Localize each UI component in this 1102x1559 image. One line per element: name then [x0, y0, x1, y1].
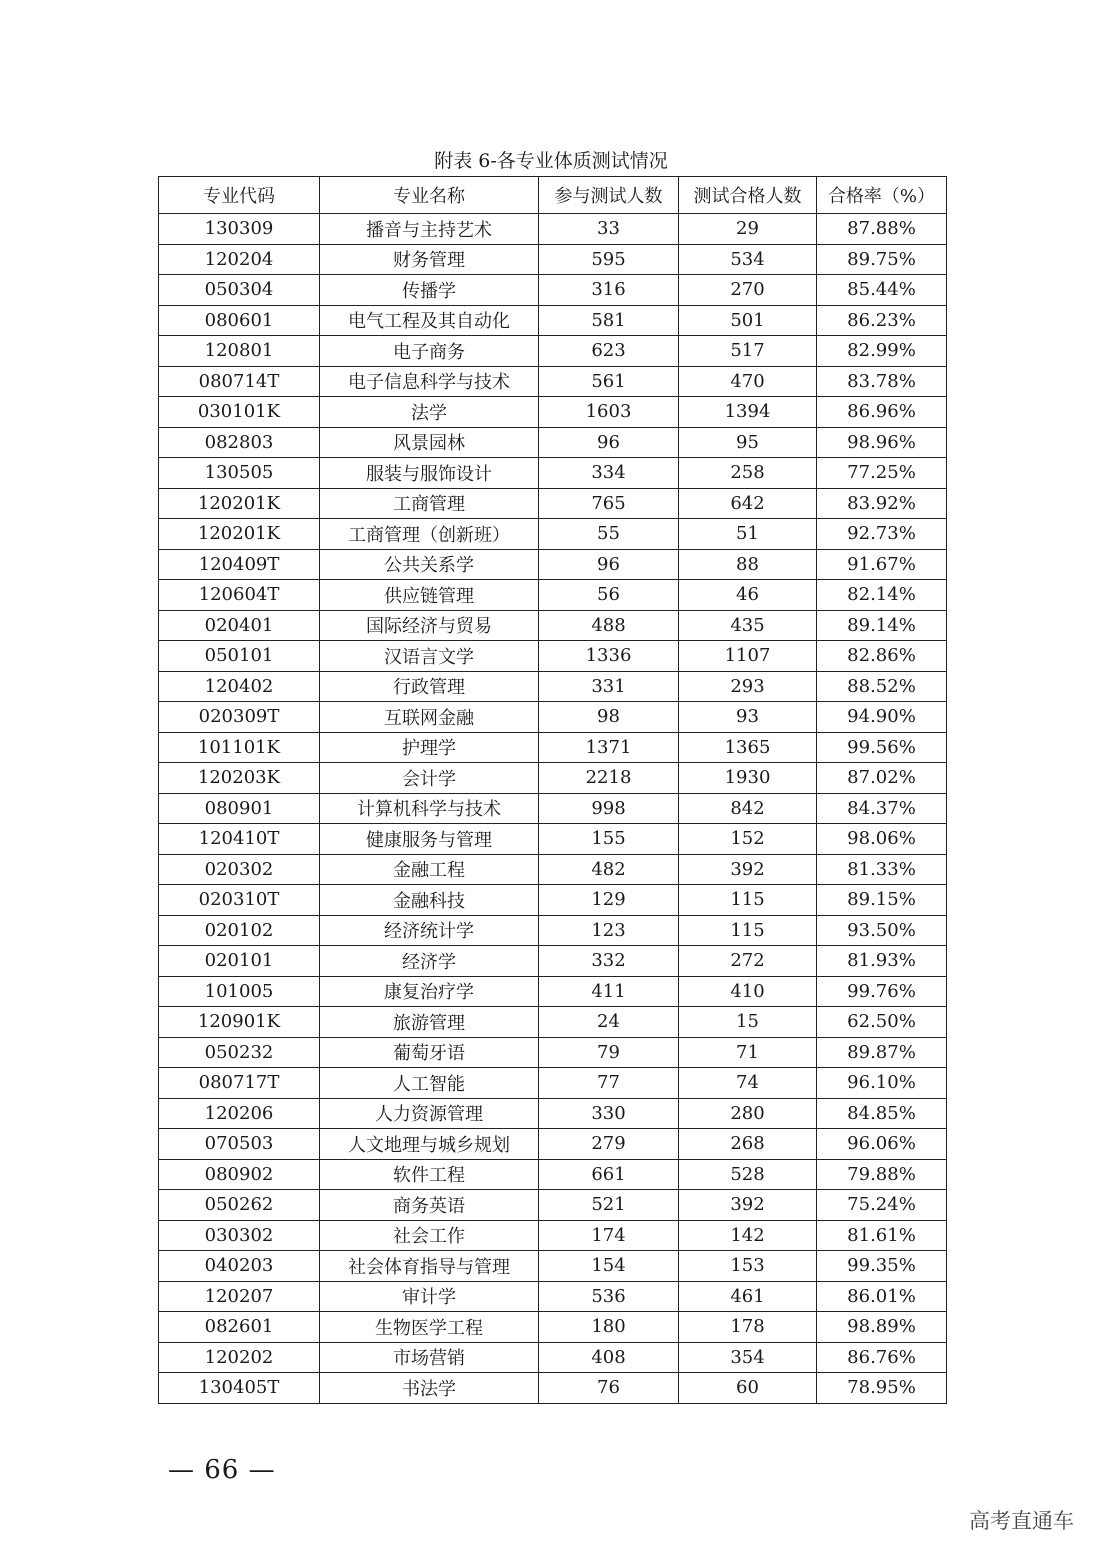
cell-passed: 71: [679, 1037, 817, 1068]
cell-major-name: 传播学: [320, 275, 539, 306]
cell-pass-rate: 89.75%: [817, 244, 947, 275]
cell-passed: 1365: [679, 732, 817, 763]
table-row: [159, 366, 947, 397]
table-row: [159, 275, 947, 306]
cell-major-code: 120206: [159, 1098, 320, 1129]
cell-major-name: 康复治疗学: [320, 976, 539, 1007]
table-row: [159, 549, 947, 580]
cell-passed: 178: [679, 1312, 817, 1343]
cell-passed: 142: [679, 1220, 817, 1251]
cell-major-name: 风景园林: [320, 427, 539, 458]
table-row: [159, 1373, 947, 1404]
cell-pass-rate: 92.73%: [817, 519, 947, 550]
cell-participants: 332: [539, 946, 679, 977]
cell-major-name: 护理学: [320, 732, 539, 763]
cell-major-name: 人力资源管理: [320, 1098, 539, 1129]
cell-major-code: 080601: [159, 305, 320, 336]
cell-pass-rate: 86.01%: [817, 1281, 947, 1312]
cell-participants: 1371: [539, 732, 679, 763]
cell-participants: 24: [539, 1007, 679, 1038]
cell-major-code: 020102: [159, 915, 320, 946]
table-row: [159, 1098, 947, 1129]
table-row: [159, 671, 947, 702]
table-row: [159, 793, 947, 824]
cell-pass-rate: 86.76%: [817, 1342, 947, 1373]
cell-major-code: 082803: [159, 427, 320, 458]
cell-major-code: 040203: [159, 1251, 320, 1282]
cell-participants: 180: [539, 1312, 679, 1343]
cell-pass-rate: 83.78%: [817, 366, 947, 397]
cell-major-code: 120409T: [159, 549, 320, 580]
cell-passed: 528: [679, 1159, 817, 1190]
cell-passed: 410: [679, 976, 817, 1007]
cell-major-name: 金融科技: [320, 885, 539, 916]
cell-major-name: 播音与主持艺术: [320, 214, 539, 245]
cell-pass-rate: 89.15%: [817, 885, 947, 916]
cell-major-name: 旅游管理: [320, 1007, 539, 1038]
cell-pass-rate: 77.25%: [817, 458, 947, 489]
cell-passed: 29: [679, 214, 817, 245]
cell-passed: 15: [679, 1007, 817, 1038]
cell-major-code: 120410T: [159, 824, 320, 855]
cell-passed: 435: [679, 610, 817, 641]
cell-major-code: 120901K: [159, 1007, 320, 1038]
cell-passed: 51: [679, 519, 817, 550]
cell-pass-rate: 81.61%: [817, 1220, 947, 1251]
cell-participants: 2218: [539, 763, 679, 794]
table-row: [159, 1251, 947, 1282]
table-row: [159, 946, 947, 977]
table-row: [159, 976, 947, 1007]
cell-pass-rate: 87.02%: [817, 763, 947, 794]
table-row: [159, 1190, 947, 1221]
cell-passed: 60: [679, 1373, 817, 1404]
cell-major-code: 120402: [159, 671, 320, 702]
page-number: — 66 —: [168, 1455, 276, 1485]
cell-participants: 33: [539, 214, 679, 245]
cell-pass-rate: 98.06%: [817, 824, 947, 855]
cell-major-code: 120201K: [159, 488, 320, 519]
cell-participants: 408: [539, 1342, 679, 1373]
table-row: [159, 397, 947, 428]
cell-pass-rate: 62.50%: [817, 1007, 947, 1038]
cell-major-code: 030101K: [159, 397, 320, 428]
cell-major-name: 行政管理: [320, 671, 539, 702]
cell-participants: 155: [539, 824, 679, 855]
cell-major-name: 经济统计学: [320, 915, 539, 946]
cell-participants: 154: [539, 1251, 679, 1282]
cell-major-code: 070503: [159, 1129, 320, 1160]
cell-passed: 115: [679, 915, 817, 946]
cell-pass-rate: 99.76%: [817, 976, 947, 1007]
cell-passed: 258: [679, 458, 817, 489]
cell-passed: 152: [679, 824, 817, 855]
table-row: [159, 488, 947, 519]
cell-pass-rate: 96.10%: [817, 1068, 947, 1099]
table-row: [159, 336, 947, 367]
cell-passed: 268: [679, 1129, 817, 1160]
cell-pass-rate: 82.86%: [817, 641, 947, 672]
cell-passed: 272: [679, 946, 817, 977]
cell-pass-rate: 91.67%: [817, 549, 947, 580]
cell-major-name: 供应链管理: [320, 580, 539, 611]
table-row: [159, 1007, 947, 1038]
header-major-code: 专业代码: [159, 177, 320, 214]
table-row: [159, 702, 947, 733]
cell-major-code: 082601: [159, 1312, 320, 1343]
cell-major-code: 080901: [159, 793, 320, 824]
cell-passed: 46: [679, 580, 817, 611]
cell-major-code: 050262: [159, 1190, 320, 1221]
cell-passed: 115: [679, 885, 817, 916]
cell-participants: 1603: [539, 397, 679, 428]
cell-pass-rate: 86.23%: [817, 305, 947, 336]
table-row: [159, 1281, 947, 1312]
header-major-name: 专业名称: [320, 177, 539, 214]
cell-major-name: 市场营销: [320, 1342, 539, 1373]
cell-participants: 765: [539, 488, 679, 519]
watermark: 高考直通车: [969, 1509, 1074, 1533]
cell-pass-rate: 86.96%: [817, 397, 947, 428]
cell-major-name: 审计学: [320, 1281, 539, 1312]
table-row: [159, 1037, 947, 1068]
table-row: [159, 580, 947, 611]
table-row: [159, 1068, 947, 1099]
cell-passed: 501: [679, 305, 817, 336]
cell-participants: 279: [539, 1129, 679, 1160]
cell-pass-rate: 84.37%: [817, 793, 947, 824]
cell-pass-rate: 81.93%: [817, 946, 947, 977]
cell-participants: 623: [539, 336, 679, 367]
cell-passed: 517: [679, 336, 817, 367]
cell-participants: 96: [539, 427, 679, 458]
header-passed: 测试合格人数: [679, 177, 817, 214]
cell-pass-rate: 84.85%: [817, 1098, 947, 1129]
cell-participants: 595: [539, 244, 679, 275]
cell-major-name: 会计学: [320, 763, 539, 794]
cell-major-name: 金融工程: [320, 854, 539, 885]
cell-pass-rate: 94.90%: [817, 702, 947, 733]
cell-pass-rate: 96.06%: [817, 1129, 947, 1160]
table-row: [159, 427, 947, 458]
cell-pass-rate: 99.35%: [817, 1251, 947, 1282]
table-row: [159, 1129, 947, 1160]
cell-participants: 536: [539, 1281, 679, 1312]
cell-major-code: 130405T: [159, 1373, 320, 1404]
cell-participants: 581: [539, 305, 679, 336]
cell-participants: 482: [539, 854, 679, 885]
cell-participants: 561: [539, 366, 679, 397]
table-row: [159, 1159, 947, 1190]
cell-major-name: 财务管理: [320, 244, 539, 275]
table-row: [159, 854, 947, 885]
cell-participants: 55: [539, 519, 679, 550]
table-row: [159, 305, 947, 336]
cell-passed: 354: [679, 1342, 817, 1373]
table-row: [159, 519, 947, 550]
cell-pass-rate: 85.44%: [817, 275, 947, 306]
cell-pass-rate: 79.88%: [817, 1159, 947, 1190]
cell-passed: 93: [679, 702, 817, 733]
cell-major-name: 国际经济与贸易: [320, 610, 539, 641]
cell-participants: 521: [539, 1190, 679, 1221]
cell-major-code: 080717T: [159, 1068, 320, 1099]
cell-participants: 77: [539, 1068, 679, 1099]
cell-passed: 293: [679, 671, 817, 702]
cell-major-code: 120203K: [159, 763, 320, 794]
cell-major-code: 020309T: [159, 702, 320, 733]
cell-major-code: 130309: [159, 214, 320, 245]
cell-participants: 76: [539, 1373, 679, 1404]
header-pass-rate: 合格率（%）: [817, 177, 947, 214]
cell-major-name: 生物医学工程: [320, 1312, 539, 1343]
cell-passed: 461: [679, 1281, 817, 1312]
cell-major-code: 080902: [159, 1159, 320, 1190]
cell-pass-rate: 93.50%: [817, 915, 947, 946]
cell-passed: 642: [679, 488, 817, 519]
cell-major-name: 工商管理（创新班）: [320, 519, 539, 550]
cell-participants: 661: [539, 1159, 679, 1190]
cell-participants: 96: [539, 549, 679, 580]
cell-major-name: 电气工程及其自动化: [320, 305, 539, 336]
cell-major-name: 电子商务: [320, 336, 539, 367]
cell-pass-rate: 88.52%: [817, 671, 947, 702]
cell-passed: 470: [679, 366, 817, 397]
cell-passed: 1394: [679, 397, 817, 428]
cell-major-code: 120207: [159, 1281, 320, 1312]
cell-pass-rate: 78.95%: [817, 1373, 947, 1404]
table-row: [159, 824, 947, 855]
cell-participants: 79: [539, 1037, 679, 1068]
cell-passed: 74: [679, 1068, 817, 1099]
cell-pass-rate: 89.87%: [817, 1037, 947, 1068]
cell-passed: 1107: [679, 641, 817, 672]
cell-pass-rate: 98.96%: [817, 427, 947, 458]
cell-pass-rate: 75.24%: [817, 1190, 947, 1221]
cell-participants: 123: [539, 915, 679, 946]
cell-major-name: 经济学: [320, 946, 539, 977]
cell-major-code: 020310T: [159, 885, 320, 916]
cell-pass-rate: 81.33%: [817, 854, 947, 885]
table-row: [159, 885, 947, 916]
cell-participants: 316: [539, 275, 679, 306]
table-body: [159, 214, 947, 1404]
physical-test-table: [158, 176, 947, 1404]
cell-major-name: 汉语言文学: [320, 641, 539, 672]
cell-pass-rate: 87.88%: [817, 214, 947, 245]
table-row: [159, 244, 947, 275]
cell-major-name: 健康服务与管理: [320, 824, 539, 855]
table-row: [159, 610, 947, 641]
cell-passed: 1930: [679, 763, 817, 794]
cell-major-name: 软件工程: [320, 1159, 539, 1190]
cell-participants: 330: [539, 1098, 679, 1129]
table-row: [159, 214, 947, 245]
cell-major-name: 社会体育指导与管理: [320, 1251, 539, 1282]
cell-major-code: 120204: [159, 244, 320, 275]
table-row: [159, 732, 947, 763]
cell-major-name: 互联网金融: [320, 702, 539, 733]
cell-major-name: 服装与服饰设计: [320, 458, 539, 489]
cell-participants: 174: [539, 1220, 679, 1251]
cell-major-code: 120801: [159, 336, 320, 367]
cell-major-name: 人文地理与城乡规划: [320, 1129, 539, 1160]
cell-participants: 331: [539, 671, 679, 702]
cell-major-code: 120201K: [159, 519, 320, 550]
cell-major-name: 法学: [320, 397, 539, 428]
cell-major-name: 葡萄牙语: [320, 1037, 539, 1068]
cell-major-code: 020401: [159, 610, 320, 641]
cell-pass-rate: 82.99%: [817, 336, 947, 367]
cell-major-code: 101101K: [159, 732, 320, 763]
cell-participants: 56: [539, 580, 679, 611]
cell-passed: 95: [679, 427, 817, 458]
cell-participants: 1336: [539, 641, 679, 672]
cell-participants: 129: [539, 885, 679, 916]
header-participants: 参与测试人数: [539, 177, 679, 214]
cell-participants: 488: [539, 610, 679, 641]
cell-major-name: 计算机科学与技术: [320, 793, 539, 824]
cell-pass-rate: 83.92%: [817, 488, 947, 519]
cell-major-code: 020101: [159, 946, 320, 977]
cell-pass-rate: 89.14%: [817, 610, 947, 641]
cell-major-name: 人工智能: [320, 1068, 539, 1099]
cell-major-name: 商务英语: [320, 1190, 539, 1221]
table-row: [159, 458, 947, 489]
cell-major-name: 公共关系学: [320, 549, 539, 580]
cell-major-code: 030302: [159, 1220, 320, 1251]
cell-major-name: 工商管理: [320, 488, 539, 519]
cell-major-code: 130505: [159, 458, 320, 489]
table-row: [159, 1220, 947, 1251]
cell-major-name: 社会工作: [320, 1220, 539, 1251]
table-row: [159, 763, 947, 794]
cell-passed: 88: [679, 549, 817, 580]
cell-passed: 280: [679, 1098, 817, 1129]
table-row: [159, 1342, 947, 1373]
cell-major-code: 120604T: [159, 580, 320, 611]
cell-passed: 534: [679, 244, 817, 275]
cell-participants: 411: [539, 976, 679, 1007]
cell-passed: 392: [679, 1190, 817, 1221]
table-row: [159, 1312, 947, 1343]
cell-participants: 334: [539, 458, 679, 489]
cell-passed: 153: [679, 1251, 817, 1282]
cell-pass-rate: 98.89%: [817, 1312, 947, 1343]
cell-major-name: 书法学: [320, 1373, 539, 1404]
cell-pass-rate: 99.56%: [817, 732, 947, 763]
cell-major-code: 050101: [159, 641, 320, 672]
cell-participants: 98: [539, 702, 679, 733]
cell-major-name: 电子信息科学与技术: [320, 366, 539, 397]
cell-major-code: 020302: [159, 854, 320, 885]
cell-major-code: 120202: [159, 1342, 320, 1373]
cell-major-code: 101005: [159, 976, 320, 1007]
cell-passed: 392: [679, 854, 817, 885]
table-row: [159, 915, 947, 946]
table-row: [159, 641, 947, 672]
table-caption: 附表 6-各专业体质测试情况: [434, 150, 668, 172]
table-header-row: [159, 177, 947, 214]
cell-major-code: 050232: [159, 1037, 320, 1068]
cell-passed: 842: [679, 793, 817, 824]
cell-passed: 270: [679, 275, 817, 306]
cell-major-code: 050304: [159, 275, 320, 306]
cell-pass-rate: 82.14%: [817, 580, 947, 611]
cell-participants: 998: [539, 793, 679, 824]
cell-major-code: 080714T: [159, 366, 320, 397]
